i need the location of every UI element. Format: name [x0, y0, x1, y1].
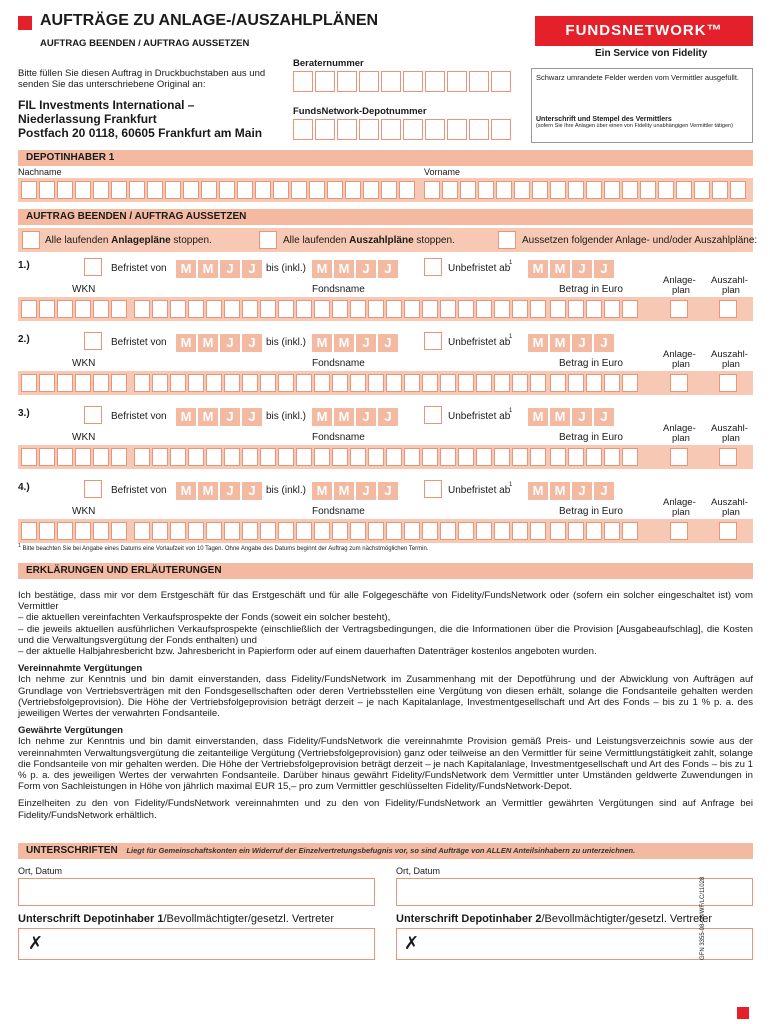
plan-row-number: 3.)	[18, 408, 30, 419]
anlageplan-checkbox[interactable]	[670, 374, 688, 392]
unbefristet-checkbox[interactable]	[424, 332, 442, 350]
unbefristet-sup: 1	[509, 408, 513, 414]
wkn-label: WKN	[72, 284, 96, 295]
fondsname-label: Fondsname	[312, 506, 365, 517]
date-cell: M	[334, 408, 354, 426]
ort-label-1: Ort, Datum	[18, 866, 63, 876]
page-title: AUFTRÄGE ZU ANLAGE-/AUSZAHLPLÄNEN	[40, 12, 379, 29]
betrag-label: Betrag in Euro	[559, 284, 623, 295]
bis-label: bis (inkl.)	[266, 337, 307, 348]
date-cell: J	[572, 408, 592, 426]
stop-anlage-label: Alle laufenden Anlagepläne stoppen.	[45, 235, 212, 246]
befristet-von-date[interactable]	[176, 408, 264, 426]
ort-label-2: Ort, Datum	[396, 866, 441, 876]
unbefristet-label: Unbefristet ab	[448, 263, 511, 274]
berater-label: Beraternummer	[293, 58, 364, 69]
erkl-p1: Ich bestätige, dass mir vor dem Erstgeschäft für das Erstgeschäft und für alle Folgegeschäfte von Fidelity/FundsNetwork oder (sofern ein solcher eingeschaltet ist) vom Vermittler	[18, 590, 753, 613]
date-cell: M	[198, 482, 218, 500]
unbefristet-label: Unbefristet ab	[448, 337, 511, 348]
date-cell: J	[356, 408, 376, 426]
anlage-plan-label: plan	[672, 433, 690, 444]
auszahlplan-checkbox[interactable]	[719, 448, 737, 466]
date-cell: M	[198, 408, 218, 426]
date-cell: J	[378, 408, 398, 426]
date-cell: M	[528, 260, 548, 278]
bis-date[interactable]	[312, 260, 400, 278]
date-cell: J	[378, 334, 398, 352]
date-cell: J	[572, 260, 592, 278]
wkn-label: WKN	[72, 358, 96, 369]
bis-date[interactable]	[312, 334, 400, 352]
plan-row-number: 2.)	[18, 334, 30, 345]
anlageplan-checkbox[interactable]	[670, 448, 688, 466]
vorname-field[interactable]	[424, 181, 748, 199]
unbefristet-sup: 1	[509, 482, 513, 488]
fondsname-label: Fondsname	[312, 358, 365, 369]
unbefristet-checkbox[interactable]	[424, 480, 442, 498]
sig1-x-mark: ✗	[28, 933, 44, 953]
berater-number-field[interactable]	[293, 71, 513, 92]
stop-anlage-checkbox[interactable]	[22, 231, 40, 249]
betrag-label: Betrag in Euro	[559, 358, 623, 369]
anlageplan-checkbox[interactable]	[670, 300, 688, 318]
date-cell: J	[242, 482, 262, 500]
unbefristet-checkbox[interactable]	[424, 258, 442, 276]
wkn-label: WKN	[72, 432, 96, 443]
date-cell: J	[356, 482, 376, 500]
anlage-plan-label: plan	[672, 507, 690, 518]
plan-row-number: 1.)	[18, 260, 30, 271]
address-line1: FIL Investments International –	[18, 98, 195, 112]
page-subtitle: AUFTRAG BEENDEN / AUFTRAG AUSSETZEN	[40, 38, 250, 49]
bis-label: bis (inkl.)	[266, 485, 307, 496]
fondsname-label: Fondsname	[312, 284, 365, 295]
auszahl-col-label: Auszahl-	[711, 497, 748, 508]
erkl-b1: – die aktuellen vereinfachten Verkaufsprospekte der Fonds (soweit ein solcher besteht),	[18, 612, 391, 624]
erkl-h3: Gewährte Vergütungen	[18, 725, 124, 737]
plan-row-number: 4.)	[18, 482, 30, 493]
auszahl-plan-label: plan	[722, 433, 740, 444]
auszahl-col-label: Auszahl-	[711, 349, 748, 360]
date-cell: J	[594, 482, 614, 500]
date-cell: M	[312, 260, 332, 278]
date-cell: M	[176, 408, 196, 426]
fondsname-field[interactable]	[134, 374, 548, 392]
unbefristet-date[interactable]	[528, 408, 616, 426]
unbefristet-date[interactable]	[528, 334, 616, 352]
betrag-label: Betrag in Euro	[559, 506, 623, 517]
unbefristet-sup: 1	[509, 334, 513, 340]
unbefristet-label: Unbefristet ab	[448, 485, 511, 496]
nachname-label: Nachname	[18, 167, 62, 177]
date-cell: J	[378, 482, 398, 500]
note-boxes: Schwarz umrandete Felder werden vom Vermittler ausgefüllt.	[536, 73, 740, 82]
erkl-h2: Vereinnahmte Vergütungen	[18, 663, 143, 675]
unbefristet-sup: 1	[509, 260, 513, 266]
footnote: $^1$ Bitte beachten Sie bei Angabe eines Datums eine Vorlaufzeit von 10 Tagen. Ohne Angabe des Datums beginnt der Auftrag zum nächstmöglichen Termin.	[18, 543, 429, 552]
address-line2: Niederlassung Frankfurt	[18, 112, 157, 126]
date-cell: M	[312, 482, 332, 500]
bis-label: bis (inkl.)	[266, 263, 307, 274]
wkn-field[interactable]	[21, 374, 129, 392]
befristet-label: Befristet von	[111, 485, 167, 496]
erkl-text	[18, 590, 753, 821]
section-unterschriften: UNTERSCHRIFTEN Liegt für Gemeinschaftskonten ein Widerruf der Einzelvertretungsbefugnis vor, so sind Aufträge von ALLEN Anteilsinhabern zu unterzeichnen.	[18, 843, 753, 859]
befristet-label: Befristet von	[111, 411, 167, 422]
fondsname-field[interactable]	[134, 522, 548, 540]
date-cell: J	[220, 260, 240, 278]
date-cell: J	[242, 408, 262, 426]
befristet-von-date[interactable]	[176, 482, 264, 500]
section-erklaerungen: ERKLÄRUNGEN UND ERLÄUTERUNGEN	[18, 563, 753, 579]
date-cell: J	[594, 334, 614, 352]
date-cell: J	[220, 482, 240, 500]
date-cell: M	[550, 408, 570, 426]
date-cell: M	[312, 334, 332, 352]
date-cell: J	[378, 260, 398, 278]
date-cell: J	[594, 408, 614, 426]
date-cell: J	[356, 334, 376, 352]
date-cell: M	[528, 334, 548, 352]
betrag-field[interactable]	[550, 522, 640, 540]
befristet-checkbox[interactable]	[84, 406, 102, 424]
date-cell: M	[334, 260, 354, 278]
title-marker	[18, 16, 32, 30]
sig1-label: Unterschrift Depotinhaber 1/Bevollmächtigter/gesetzl. Vertreter	[18, 913, 335, 925]
date-cell: J	[242, 334, 262, 352]
unbefristet-date[interactable]	[528, 482, 616, 500]
corner-marker	[737, 1007, 749, 1019]
date-cell: J	[220, 334, 240, 352]
date-cell: J	[572, 482, 592, 500]
logo-tagline: Ein Service von Fidelity	[595, 48, 708, 59]
anlage-plan-label: plan	[672, 285, 690, 296]
anlageplan-checkbox[interactable]	[670, 522, 688, 540]
form-code: GFN 3355-08-08/WF/LC/11028	[700, 876, 706, 960]
unbefristet-label: Unbefristet ab	[448, 411, 511, 422]
fondsname-field[interactable]	[134, 448, 548, 466]
auszahlplan-checkbox[interactable]	[719, 300, 737, 318]
fondsname-label: Fondsname	[312, 432, 365, 443]
auszahl-plan-label: plan	[722, 359, 740, 370]
signature-field-1[interactable]	[18, 928, 375, 960]
bis-date[interactable]	[312, 482, 400, 500]
aussetzen-label: Aussetzen folgender Anlage- und/oder Auszahlpläne:	[522, 235, 758, 246]
date-cell: J	[594, 260, 614, 278]
befristet-checkbox[interactable]	[84, 480, 102, 498]
befristet-von-date[interactable]	[176, 260, 264, 278]
auszahl-plan-label: plan	[722, 285, 740, 296]
date-cell: J	[220, 408, 240, 426]
auszahl-col-label: Auszahl-	[711, 275, 748, 286]
depot-number-field[interactable]	[293, 119, 513, 140]
unbefristet-checkbox[interactable]	[424, 406, 442, 424]
wkn-field[interactable]	[21, 448, 129, 466]
betrag-label: Betrag in Euro	[559, 432, 623, 443]
erkl-p2: Ich nehme zur Kenntnis und bin damit einverstanden, dass Fidelity/FundsNetwork im Zusammenhang mit der Depotführung und der Abwicklung von Aufträgen auf Grundlage von Vertriebsverträgen mit den Fondsgesellschaften oder deren Vertriebsstellen eine Vergütung von diesen erhält, solange die Fondsanteile gehalten werden (Vertriebsfolgeprovision). Die Höhe der Vertriebsfolgeprovision beträgt derzeit – je nach Kapitalanlage, Investmentgesellschaft und Art des Fonds – bis zu 1 % p. a. des jeweiligen Wertes der verwahrten Fondsanteile.	[18, 674, 753, 720]
wkn-label: WKN	[72, 506, 96, 517]
sign-note: Liegt für Gemeinschaftskonten ein Widerruf der Einzelvertretungsbefugnis vor, so sind Aufträge von ALLEN Anteilsinhabern zu unterzeichnen.	[126, 846, 636, 855]
auszahl-col-label: Auszahl-	[711, 423, 748, 434]
befristet-checkbox[interactable]	[84, 332, 102, 350]
date-cell: M	[176, 482, 196, 500]
date-cell: M	[176, 334, 196, 352]
date-cell: M	[198, 260, 218, 278]
stamp-sub: (sofern Sie Ihre Anlagen über einen von Fidelity unabhängigen Vermittler tätigen)	[536, 123, 733, 129]
date-cell: M	[550, 260, 570, 278]
bis-label: bis (inkl.)	[266, 411, 307, 422]
unbefristet-date[interactable]	[528, 260, 616, 278]
erkl-b3: – der aktuelle Halbjahresbericht bzw. Jahresbericht in Papierform oder auf einem dauerhaften Datenträger kostenlos angeboten wurden.	[18, 646, 597, 658]
anlage-col-label: Anlage-	[663, 349, 696, 360]
date-cell: J	[242, 260, 262, 278]
date-cell: M	[528, 482, 548, 500]
vorname-label: Vorname	[424, 167, 461, 177]
depot-label: FundsNetwork-Depotnummer	[293, 106, 427, 117]
betrag-field[interactable]	[550, 448, 640, 466]
befristet-label: Befristet von	[111, 263, 167, 274]
sig2-x-mark: ✗	[404, 933, 420, 953]
betrag-field[interactable]	[550, 374, 640, 392]
stop-auszahl-label: Alle laufenden Auszahlpläne stoppen.	[283, 235, 455, 246]
betrag-field[interactable]	[550, 300, 640, 318]
erkl-p3: Ich nehme zur Kenntnis und bin damit einverstanden, dass Fidelity/FundsNetwork die vereinnahmte Provision gemäß Preis- und Leistungsverzeichnis sowie aus der vereinnahmten Verwaltungsvergütung die zeitanteilige Vergütung (Vertriebsfolgeprovision) ganz oder teilweise an den Vermittler für seine Vermittlungstätigkeit zahlt, solange die Fondsanteile von mir gehalten werden. Die Höhe der Vertriebsfolgeprovision beträgt derzeit – je nach Kapitalanlage, Investmentgesellschaft und Art des Fonds – bis zu 1 % p. a. des jeweiligen Wertes der verwahrten Fondsanteile. Darüber hinaus gewährt Fidelity/FundsNetwork dem Vermittler unter Umständen geldwerte Zuwendungen in Form von Sachleistungen in Höhe von jährlich maximal EUR 15,– pro zum Vermittler geschlüsselten Fidelity/FundsNetwork-Depot.	[18, 736, 753, 793]
wkn-field[interactable]	[21, 522, 129, 540]
aussetzen-checkbox[interactable]	[498, 231, 516, 249]
vermittler-box[interactable]	[531, 68, 753, 143]
befristet-label: Befristet von	[111, 337, 167, 348]
stamp-label: Unterschrift und Stempel des Vermittlers	[536, 116, 672, 123]
anlage-col-label: Anlage-	[663, 497, 696, 508]
nachname-field[interactable]	[21, 181, 417, 199]
auszahlplan-checkbox[interactable]	[719, 522, 737, 540]
section-auftrag: AUFTRAG BEENDEN / AUFTRAG AUSSETZEN	[18, 209, 753, 225]
section-depotinhaber: DEPOTINHABER 1	[18, 150, 753, 166]
stop-auszahl-checkbox[interactable]	[259, 231, 277, 249]
anlage-col-label: Anlage-	[663, 423, 696, 434]
date-cell: J	[356, 260, 376, 278]
instruction: Bitte füllen Sie diesen Auftrag in Druckbuchstaben aus und senden Sie das unterschriebene Original an:	[18, 68, 266, 90]
date-cell: M	[334, 334, 354, 352]
anlage-plan-label: plan	[672, 359, 690, 370]
date-cell: M	[176, 260, 196, 278]
auszahlplan-checkbox[interactable]	[719, 374, 737, 392]
fondsname-field[interactable]	[134, 300, 548, 318]
address-line3: Postfach 20 0118, 60605 Frankfurt am Main	[18, 126, 263, 140]
ort-field-1[interactable]	[18, 878, 375, 906]
erkl-p4: Einzelheiten zu den von Fidelity/FundsNetwork vereinnahmten und zu den von Fidelity/FundsNetwork an Vermittler gewährten Vergütungen sind auf Anfrage bei Fidelity/FundsNetwork erhältlich.	[18, 798, 753, 821]
wkn-field[interactable]	[21, 300, 129, 318]
date-cell: M	[334, 482, 354, 500]
auszahl-plan-label: plan	[722, 507, 740, 518]
sig2-label: Unterschrift Depotinhaber 2/Bevollmächtigter/gesetzl. Vertreter	[396, 913, 713, 925]
date-cell: M	[198, 334, 218, 352]
anlage-col-label: Anlage-	[663, 275, 696, 286]
date-cell: M	[550, 334, 570, 352]
erkl-b2: – die jeweils aktuellen ausführlichen Verkaufsprospekte (einschließlich der Vertragsbedingungen, die die Informationen über die Provision [Ausgabeaufschlag], die Kosten und die Verwaltungsvergütung der Fonds enthalten) und	[18, 623, 753, 646]
bis-date[interactable]	[312, 408, 400, 426]
date-cell: M	[312, 408, 332, 426]
date-cell: M	[528, 408, 548, 426]
befristet-von-date[interactable]	[176, 334, 264, 352]
date-cell: J	[572, 334, 592, 352]
fundsnetwork-logo: FUNDSNETWORK™	[535, 16, 753, 46]
befristet-checkbox[interactable]	[84, 258, 102, 276]
date-cell: M	[550, 482, 570, 500]
